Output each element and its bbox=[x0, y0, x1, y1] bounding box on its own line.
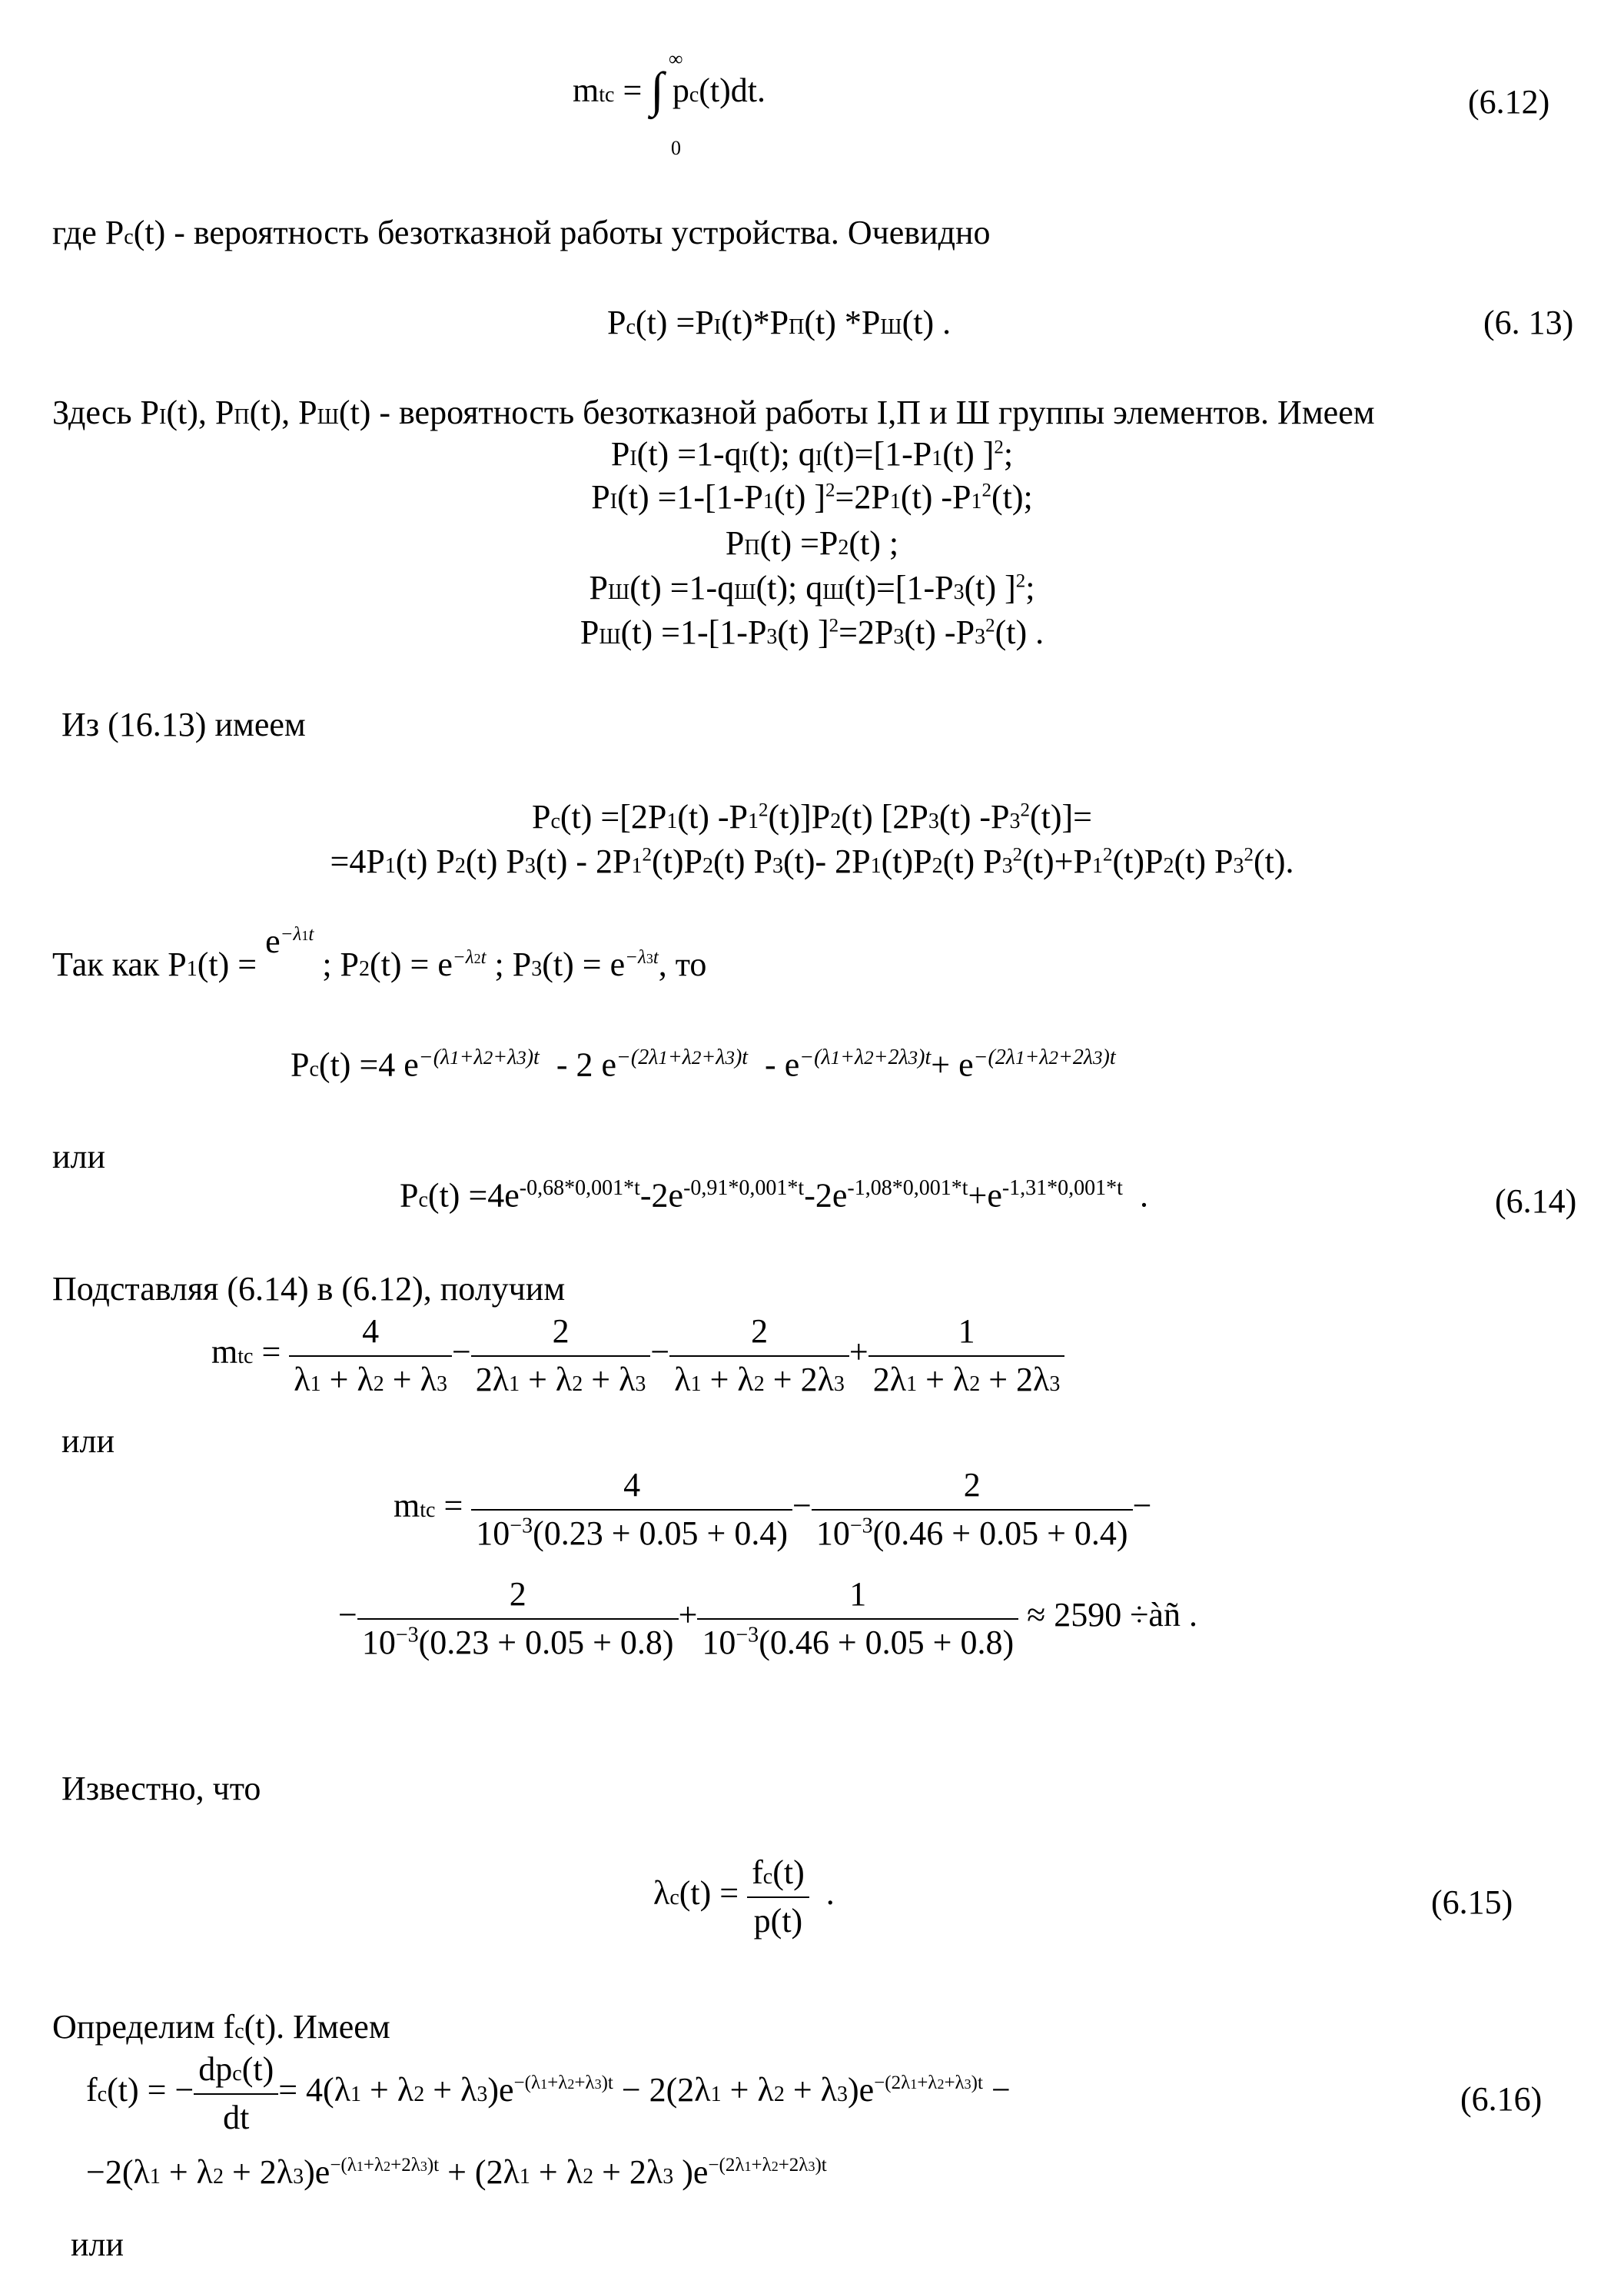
text-1-sub: c bbox=[124, 225, 134, 249]
mtc-numeric-2: − $\frac{2}{10^{-3}(0.23 + 0.05 + 0.8)}$ + $\frac{1}{10^{-3}(0.46 + 0.05 + 0.8)}$ ≈ 2590 ÷àñ . bbox=[338, 1575, 1197, 1661]
equation-6-13: Pc(t) =PI(t)*PП(t) *PШ(t) . bbox=[607, 304, 951, 341]
text-line-6: Известно, что bbox=[61, 1770, 261, 1807]
text-4-f: (t) = e bbox=[542, 946, 626, 983]
equation-6-15: λc(t) = $\frac{fc(t)}{p(t)}$ . bbox=[653, 1853, 835, 1940]
text-line-3: Из (16.13) имеем bbox=[61, 706, 306, 743]
text-2-b: (t), P bbox=[166, 394, 234, 431]
eq-6-12-number: (6.12) bbox=[1468, 83, 1550, 121]
eq-6-12-lhs: m bbox=[573, 71, 599, 109]
eq-6-12-body: p bbox=[672, 71, 689, 109]
mtc-numeric-1: mtc = $\frac{4}{10^{-3}(0.23 + 0.05 + 0.4)}$ − $\frac{2}{10^{-3}(0.46 + 0.05 + 0.4)}$ − bbox=[394, 1466, 1152, 1552]
frac-2: $\frac{2}{2\lambda 1 + \lambda 2 + \lambda 3}$ bbox=[471, 1311, 651, 1399]
eq-6-14-number: (6.14) bbox=[1495, 1182, 1577, 1220]
text-line-5: Подставляя (6.14) в (6.12), получим bbox=[52, 1270, 566, 1308]
eq-6-13-p: P bbox=[607, 304, 626, 341]
equation-6-14: $Pc(t) =4e^{-0,68*0,001*t}-2e^{-0,91*0,001*t}-2e^{-1,08*0,001*t}+e^{-1,31*0,001*t}$ . bbox=[400, 1176, 1148, 1215]
text-2-tail: (t) - вероятность безотказной работы I,П и Ш группы элементов. Имеем bbox=[338, 394, 1375, 431]
text-7-tail: (t). Имеем bbox=[244, 2008, 390, 2046]
text-4-a: Так как P bbox=[52, 946, 187, 983]
text-line-7 bbox=[52, 2008, 390, 2047]
text-4-d: (t) = e bbox=[370, 946, 453, 983]
eq-6-16-number: (6.16) bbox=[1460, 2080, 1543, 2118]
frac-3: $\frac{2}{\lambda 1 + \lambda 2 + 2\lambda 3}$ bbox=[669, 1311, 849, 1399]
text-4-g: , то bbox=[658, 946, 707, 983]
pc-exponential: Pc(t) =4 $e^{-(\lambda 1+\lambda 2+\lambda 3)t} - 2$ $e^{-(2\lambda 1+\lambda 2+\lambda 3)t} - e^{-(\lambda 1+\lambda 2+2\lambda 3)t}+ e^{-(2\lambda 1+\lambda 2+2\lambda 3)t}$ bbox=[291, 1045, 1116, 1084]
frac-n3: $\frac{2}{10^{-3}(0.23 + 0.05 + 0.8)}$ bbox=[357, 1574, 679, 1662]
text-4-b: (t) = bbox=[197, 946, 266, 983]
text-line-4: Так как $P1(t) = e^{-\lambda 1t}$ ; $P2(t) = e^{-\lambda 2t}$ ; $P3(t) = e^{-\lambda 3t}$, то bbox=[52, 922, 707, 983]
integral-upper: ∞ bbox=[669, 48, 683, 70]
group-eq-4: PШ(t) =1-qШ(t); qШ(t)=[1-P3(t) ]$^2$; bbox=[589, 569, 1035, 607]
eq-6-13-number: (6. 13) bbox=[1483, 304, 1574, 341]
group-eq-1: PI(t) =1-qI(t); qI(t)=[1-P1(t) ]$^2$; bbox=[610, 435, 1014, 473]
eq-6-12-body-sub: c bbox=[689, 83, 699, 107]
text-7-a: Определим f bbox=[52, 2008, 235, 2046]
frac-1: $\frac{4}{\lambda 1 + \lambda 2 + \lambda 3}$ bbox=[289, 1311, 452, 1399]
eq-6-12-tail: (t)dt. bbox=[699, 71, 766, 109]
pc-expansion-2: =4P1(t) P2(t) $P3(t) - 2P1^2(t)P2(t)$ P3(t)- 2P1(t)P2(t) $P3^2(t)+P1^2(t)P2(t)$ $P3^2(t)$. bbox=[330, 843, 1294, 880]
group-eq-2: PI(t) =1-[1-P1(t) ]$^2$=2P1(t) $-P1^2(t)$; bbox=[591, 478, 1033, 516]
text-2-c: (t), P bbox=[249, 394, 317, 431]
frac-n4: $\frac{1}{10^{-3}(0.46 + 0.05 + 0.8)}$ bbox=[697, 1574, 1018, 1662]
text-1-tail: (t) - вероятность безотказной работы устройства. Очевидно bbox=[133, 214, 991, 251]
equation-6-16-line-2: $-2(\lambda 1 + \lambda 2 + 2\lambda 3)e^{-(\lambda 1+\lambda 2+2\lambda 3)t} + (2\lambda 1 + \lambda 2 + 2\lambda 3$ )$e^{-(2\lambda 1+\lambda 2+2\lambda 3)t}$ bbox=[86, 2153, 827, 2191]
text-2-a: Здесь P bbox=[52, 394, 160, 431]
frac-6-15: $\frac{fc(t)}{p(t)}$ bbox=[747, 1853, 809, 1940]
mtc-symbolic: mtc = $\frac{4}{\lambda 1 + \lambda 2 + \lambda 3}$ − $\frac{2}{2\lambda 1 + \lambda 2 + \lambda 3}$ − $\frac{2}{\lambda 1 + \lambda 2 + 2\lambda 3}$ + $\frac{1}{2\lambda 1 + \lambda 2 + 2\lambda 3}$ bbox=[211, 1311, 1064, 1399]
eq-6-12-eq: = bbox=[614, 71, 651, 109]
integral-sign: ∫ bbox=[650, 62, 664, 117]
frac-n2: $\frac{2}{10^{-3}(0.46 + 0.05 + 0.4)}$ bbox=[812, 1465, 1133, 1553]
text-line-1 bbox=[52, 214, 991, 253]
text-line-2: Здесь PI(t), PП(t), PШ(t) - вероятность безотказной работы I,П и Ш группы элементов. Имеем bbox=[52, 394, 1375, 431]
ili-2: или bbox=[61, 1422, 115, 1460]
pc-expansion-1: Pc(t) =[2P1(t) $-P1^2(t)]P2(t)$ [2P3(t) $-P3^2(t)]=$ bbox=[531, 798, 1092, 836]
approx-result: ≈ 2590 ÷àñ . bbox=[1027, 1596, 1197, 1634]
integral-lower: 0 bbox=[671, 137, 681, 159]
group-eq-3: PП(t) =P2(t) ; bbox=[725, 524, 899, 562]
equation-6-16-line-1: fc(t) = − $\frac{\text{dpc(t)}}{dt}$ = $4(\lambda 1 + \lambda 2 + \lambda 3)e^{-(\lambda 1+\lambda 2+\lambda 3)t} - 2(2\lambda 1 + \lambda 2 + \lambda 3)e^{-(2\lambda 1+\lambda 2+\lambda 3)t}$ − bbox=[86, 2050, 1011, 2136]
group-eq-5: PШ(t) =1-[1-P3(t) ]$^2$=2P3(t) $-P3^2(t)$ . bbox=[580, 613, 1044, 651]
ili-3: или bbox=[71, 2225, 125, 2263]
text-4-c: ; P bbox=[322, 946, 360, 983]
ili-1: или bbox=[52, 1138, 106, 1175]
eq-6-12-lhs-sub: tc bbox=[599, 83, 615, 107]
frac-6-16: $\frac{\text{dpc(t)}}{dt}$ bbox=[194, 2049, 278, 2137]
eq-6-15-number: (6.15) bbox=[1431, 1883, 1513, 1921]
frac-n1: $\frac{4}{10^{-3}(0.23 + 0.05 + 0.4)}$ bbox=[471, 1465, 792, 1553]
frac-4: $\frac{1}{2\lambda 1 + \lambda 2 + 2\lambda 3}$ bbox=[868, 1311, 1065, 1399]
text-4-e: ; P bbox=[494, 946, 532, 983]
text-1-a: где P bbox=[52, 214, 125, 251]
text-7-sub: c bbox=[234, 2019, 244, 2043]
